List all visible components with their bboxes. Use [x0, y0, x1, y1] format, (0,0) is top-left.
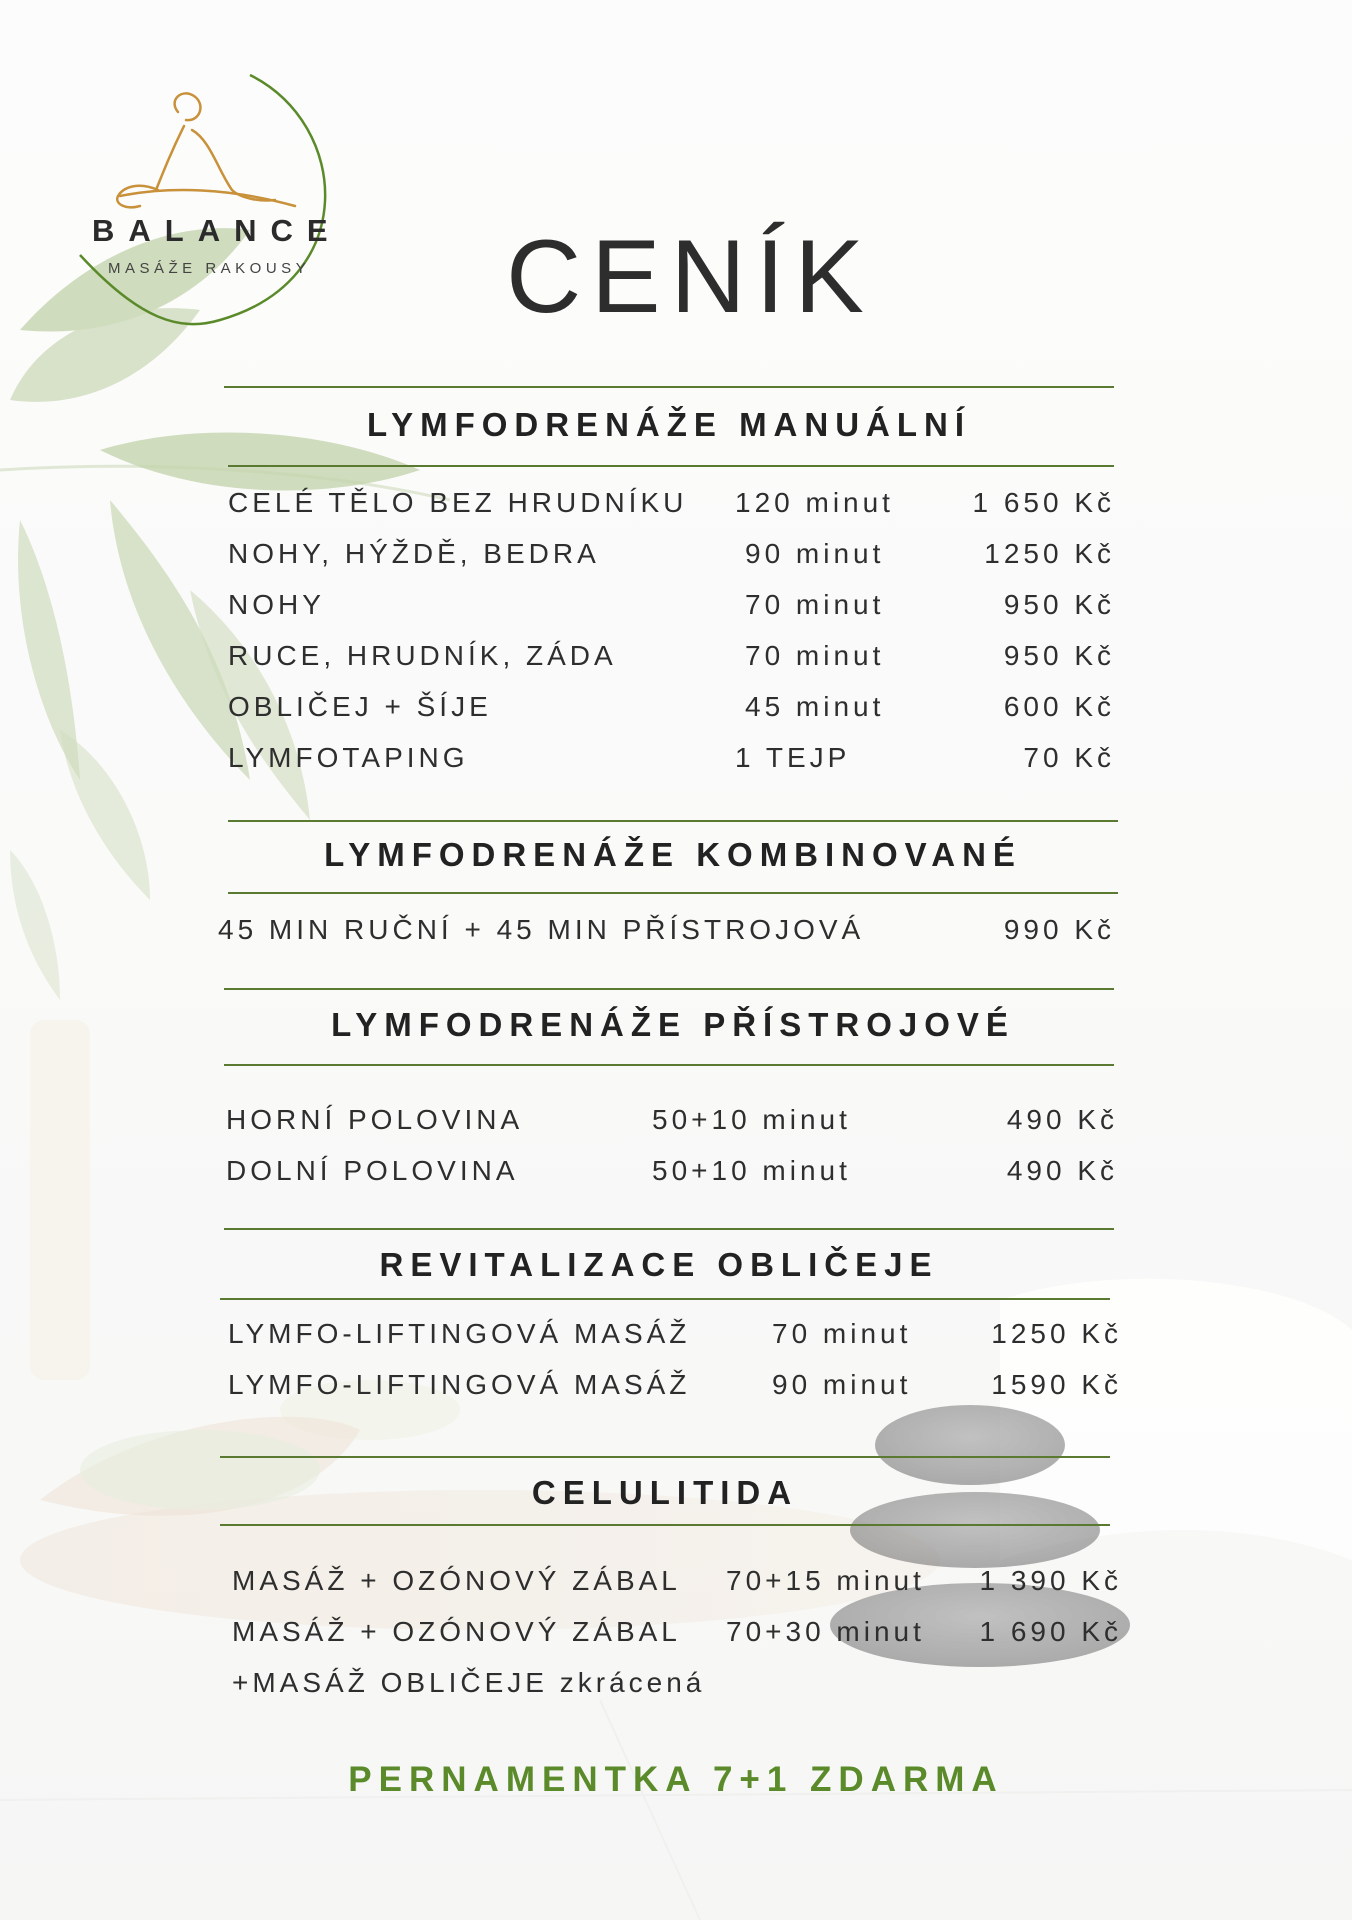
service-note: +MASÁŽ OBLIČEJE zkrácená [232, 1667, 706, 1698]
service-label: RUCE, HRUDNÍK, ZÁDA [228, 640, 617, 671]
service-label: HORNÍ POLOVINA [226, 1104, 524, 1135]
section-rule [224, 1064, 1114, 1066]
section-title-manual: LYMFODRENÁŽE MANUÁLNÍ [366, 406, 972, 443]
section-title-combined: LYMFODRENÁŽE KOMBINOVANÉ [324, 836, 1022, 873]
page-title: CENÍK [506, 219, 874, 335]
service-duration: 70+30 minut [726, 1616, 925, 1647]
service-label: MASÁŽ + OZÓNOVÝ ZÁBAL [232, 1565, 681, 1596]
service-duration: 50+10 minut [652, 1155, 851, 1186]
service-label: NOHY [228, 589, 325, 620]
service-duration: 90 minut [772, 1369, 912, 1400]
season-pass-offer: PERNAMENTKA 7+1 ZDARMA [348, 1760, 1004, 1799]
service-price: 70 Kč [1023, 742, 1115, 773]
service-duration: 50+10 minut [652, 1104, 851, 1135]
service-label: NOHY, HÝŽDĚ, BEDRA [228, 538, 600, 569]
service-price: 1 390 Kč [979, 1565, 1122, 1596]
service-label: OBLIČEJ + ŠÍJE [228, 691, 492, 722]
service-price: 950 Kč [1003, 640, 1115, 671]
service-duration: 90 minut [745, 538, 885, 569]
section-title-cellulite: CELULITIDA [531, 1474, 799, 1511]
service-price: 950 Kč [1003, 589, 1115, 620]
service-price: 600 Kč [1003, 691, 1115, 722]
service-duration: 70 minut [745, 640, 885, 671]
service-price: 1590 Kč [991, 1369, 1122, 1400]
section-rule [224, 386, 1114, 388]
service-label: DOLNÍ POLOVINA [226, 1155, 519, 1186]
service-label: CELÉ TĚLO BEZ HRUDNÍKU [228, 487, 688, 518]
service-label: 45 MIN RUČNÍ + 45 MIN PŘÍSTROJOVÁ [218, 914, 865, 945]
service-duration: 45 minut [745, 691, 885, 722]
section-rule [220, 1298, 1110, 1300]
section-title-device: LYMFODRENÁŽE PŘÍSTROJOVÉ [331, 1006, 1015, 1043]
service-duration: 1 TEJP [735, 742, 851, 773]
service-duration: 70 minut [772, 1318, 912, 1349]
brand-name: BALANCE [92, 213, 342, 248]
service-price: 1 690 Kč [979, 1616, 1122, 1647]
section-title-face: REVITALIZACE OBLIČEJE [379, 1246, 939, 1283]
service-price: 490 Kč [1006, 1104, 1118, 1135]
service-price: 1250 Kč [991, 1318, 1122, 1349]
service-label: LYMFO-LIFTINGOVÁ MASÁŽ [228, 1369, 691, 1400]
section-rule [224, 988, 1114, 990]
section-rule [228, 892, 1118, 894]
section-rule [220, 1524, 1110, 1526]
service-price: 1250 Kč [984, 538, 1115, 569]
service-price: 990 Kč [1003, 914, 1115, 945]
service-label: MASÁŽ + OZÓNOVÝ ZÁBAL [232, 1616, 681, 1647]
section-rule [224, 1228, 1114, 1230]
service-price: 490 Kč [1006, 1155, 1118, 1186]
service-duration: 120 minut [735, 487, 894, 518]
service-duration: 70 minut [745, 589, 885, 620]
section-rule [220, 1456, 1110, 1458]
service-label: LYMFO-LIFTINGOVÁ MASÁŽ [228, 1318, 691, 1349]
service-price: 1 650 Kč [972, 487, 1115, 518]
brand-subtitle: MASÁŽE RAKOUSY [108, 260, 311, 277]
service-duration: 70+15 minut [726, 1565, 925, 1596]
section-rule [228, 465, 1114, 467]
service-label: LYMFOTAPING [228, 742, 469, 773]
section-rule [228, 820, 1118, 822]
